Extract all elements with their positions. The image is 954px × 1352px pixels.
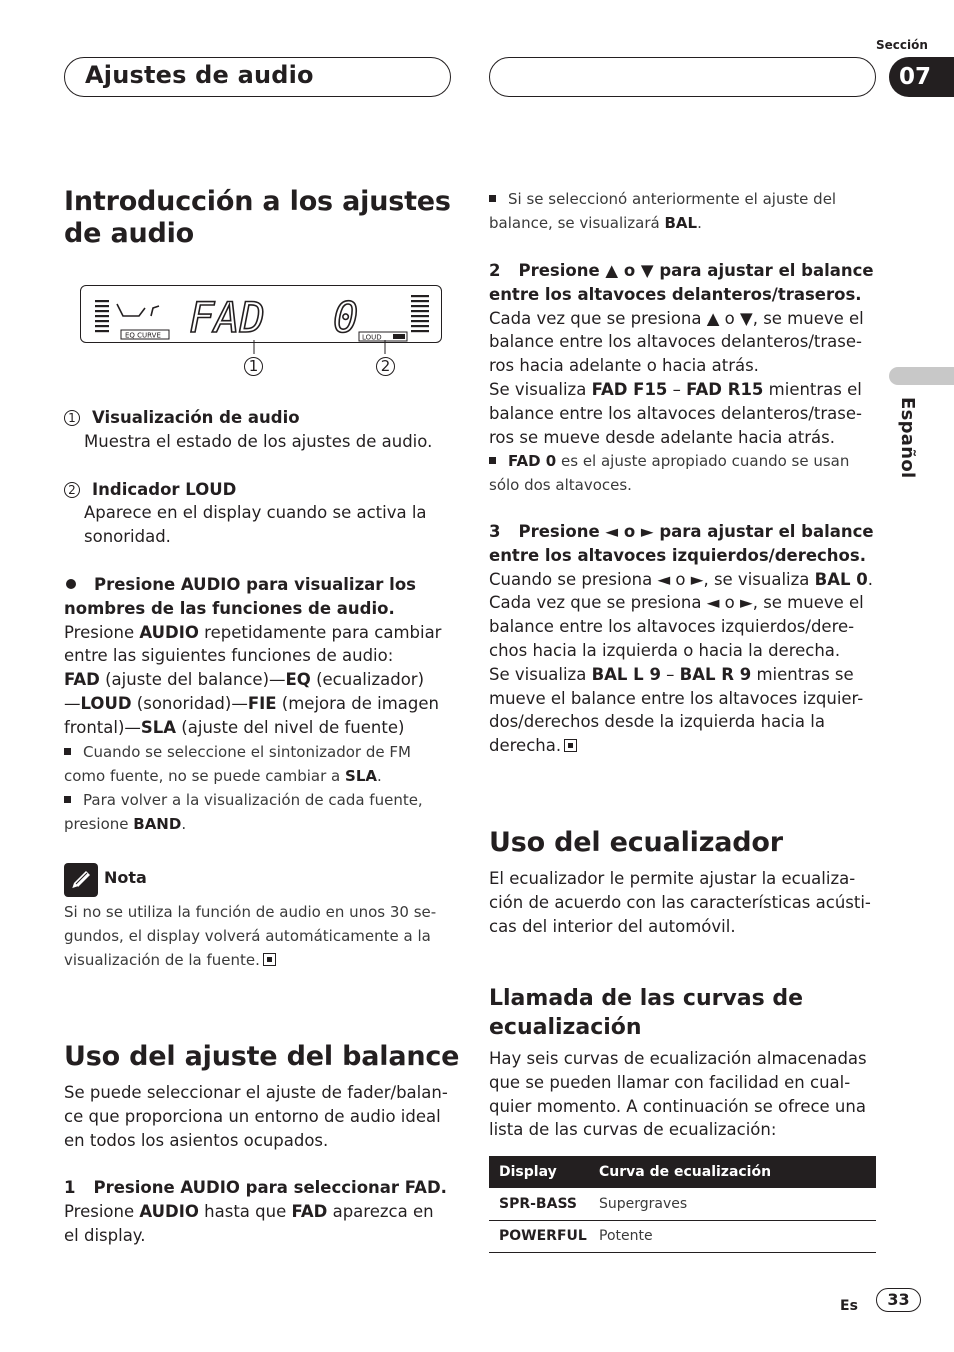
item2-text: Aparece en el display cuando se activa la sonoridad.	[84, 503, 427, 547]
table-row	[489, 1188, 876, 1220]
table-row	[489, 1220, 876, 1252]
page-number: 33	[876, 1288, 921, 1312]
item1-heading: 1 Visualización de audio	[64, 406, 454, 430]
table-cell-curve: Potente	[589, 1220, 876, 1252]
table-header-curve: Curva de ecualización	[589, 1156, 876, 1188]
language-tab-bar	[889, 367, 954, 385]
eq-intro: El ecualizador le permite ajustar la ecualiza- ción de acuerdo con las características acústi- cas del interior del automóvil.	[489, 869, 871, 936]
intro-step-body: Presione AUDIO repetidamente para cambiar entre las siguientes funciones de audio: FAD (ajuste del balance)—EQ (ecualizador) —LOUD (sonoridad)—FIE (mejora de imagen frontal)—SLA (ajuste del nivel de fuente)	[64, 622, 442, 737]
end-mark-icon	[564, 739, 577, 752]
eq-curves-table	[489, 1156, 876, 1253]
chapter-title-pill	[64, 57, 451, 97]
header-empty-pill	[489, 57, 876, 97]
callout-lines	[240, 340, 400, 360]
bullet-square-icon	[489, 457, 496, 464]
chapter-title: Ajustes de audio	[85, 61, 314, 89]
balance-title: Uso del ajuste del balance	[64, 1041, 460, 1072]
lcd-display-illustration	[80, 285, 442, 343]
callout-2: 2	[376, 357, 395, 376]
callout-1: 1	[244, 357, 263, 376]
section-label: Sección	[876, 38, 928, 52]
balance-step3: 3 Presione ◄ o ► para ajustar el balance entre los altavoces izquierdos/derechos. Cuando se presiona ◄ o ►, se visualiza BAL 0. Cada vez que se presiona ◄ o ►, se mueve el balance entre los altavoces izquierdos/dere- chos hacia la izquierda o hacia la derecha. Se visualiza BAL L 9 – BAL R 9 mientras se mueve el balance entre los altavoces izquier- dos/derechos desde la izquierda hacia la derecha.	[489, 522, 874, 756]
balance-bullet-bal: Si se seleccionó anteriormente el ajuste del balance, se visualizará BAL.	[489, 190, 837, 232]
table-cell-display: POWERFUL	[489, 1220, 589, 1252]
intro-bullet-fm: Cuando se seleccione el sintonizador de FM como fuente, no se puede cambiar a SLA.	[64, 742, 411, 785]
balance-step1: 1 Presione AUDIO para seleccionar FAD. Presione AUDIO hasta que FAD aparezca en el display.	[64, 1178, 447, 1245]
lcd-main-text: FAD	[189, 293, 265, 342]
lcd-value-text: 0	[333, 293, 359, 342]
eq-body: Hay seis curvas de ecualización almacenadas que se pueden llamar con facilidad en cual- quier momento. A continuación se ofrece una lista de las curvas de ecualización:	[489, 1049, 867, 1140]
eq-title: Uso del ecualizador	[489, 827, 783, 858]
balance-step2: 2 Presione ▲ o ▼ para ajustar el balance entre los altavoces delanteros/traseros. Cada vez que se presiona ▲ o ▼, se mueve el balance entre los altavoces delanteros/trase- ros hacia adelante o hacia atrás. Se visualiza FAD F15 – FAD R15 mientras el balance entre los altavoces delanteros/trase- ros se mueve desde adelante hacia atrás. FAD 0 es el ajuste apropiado cuando se usan sólo dos altavoces.	[489, 261, 874, 495]
intro-title: Introducción a los ajustes de audio	[64, 186, 451, 249]
intro-step: Presione AUDIO para visualizar los nombres de las funciones de audio. Presione AUDIO repetidamente para cambiar entre las siguientes funciones de audio: FAD (ajuste del balance)—EQ (ecualizador) —LOUD (sonoridad)—FIE (mejora de imagen frontal)—SLA (ajuste del nivel de fuente) Cuando se seleccione el sintonizador de FM como fuente, no se puede cambiar a SLA. Para volver a la visualización de cada fuente, presione BAND.	[64, 573, 454, 836]
lcd-graphic	[81, 286, 443, 344]
footer-language: Es	[840, 1298, 858, 1314]
bullet-square-icon	[64, 748, 71, 755]
table-header-display: Display	[489, 1156, 589, 1188]
eq-subtitle: Llamada de las curvas de ecualización	[489, 986, 804, 1040]
note-label: Nota	[104, 868, 147, 887]
note-pencil-icon	[64, 863, 98, 897]
lcd-eq-label: EQ CURVE	[125, 331, 161, 340]
note-text: Si no se utiliza la función de audio en unos 30 se- gundos, el display volverá automáticamente a la visualización de la fuente.	[64, 903, 437, 969]
bullet-dot-icon	[66, 579, 76, 589]
language-tab-label: Español	[897, 397, 918, 479]
intro-bullet-band: Para volver a la visualización de cada fuente, presione BAND.	[64, 790, 423, 833]
lcd-loud-label: LOUD	[362, 333, 382, 342]
bullet-square-icon	[489, 195, 496, 202]
end-mark-icon	[263, 953, 276, 966]
bullet-square-icon	[64, 796, 71, 803]
table-cell-display: SPR-BASS	[489, 1188, 589, 1220]
table-header-row	[489, 1156, 876, 1188]
intro-items	[64, 406, 454, 549]
item1-text: Muestra el estado de los ajustes de audio.	[84, 431, 433, 451]
balance-intro: Se puede seleccionar el ajuste de fader/balan- ce que proporciona un entorno de audio ideal en todos los asientos ocupados.	[64, 1083, 448, 1150]
table-cell-curve: Supergraves	[589, 1188, 876, 1220]
item2-heading: 2 Indicador LOUD	[64, 478, 454, 502]
section-number: 07	[889, 57, 954, 97]
intro-step-heading: Presione AUDIO para visualizar los	[64, 573, 454, 597]
